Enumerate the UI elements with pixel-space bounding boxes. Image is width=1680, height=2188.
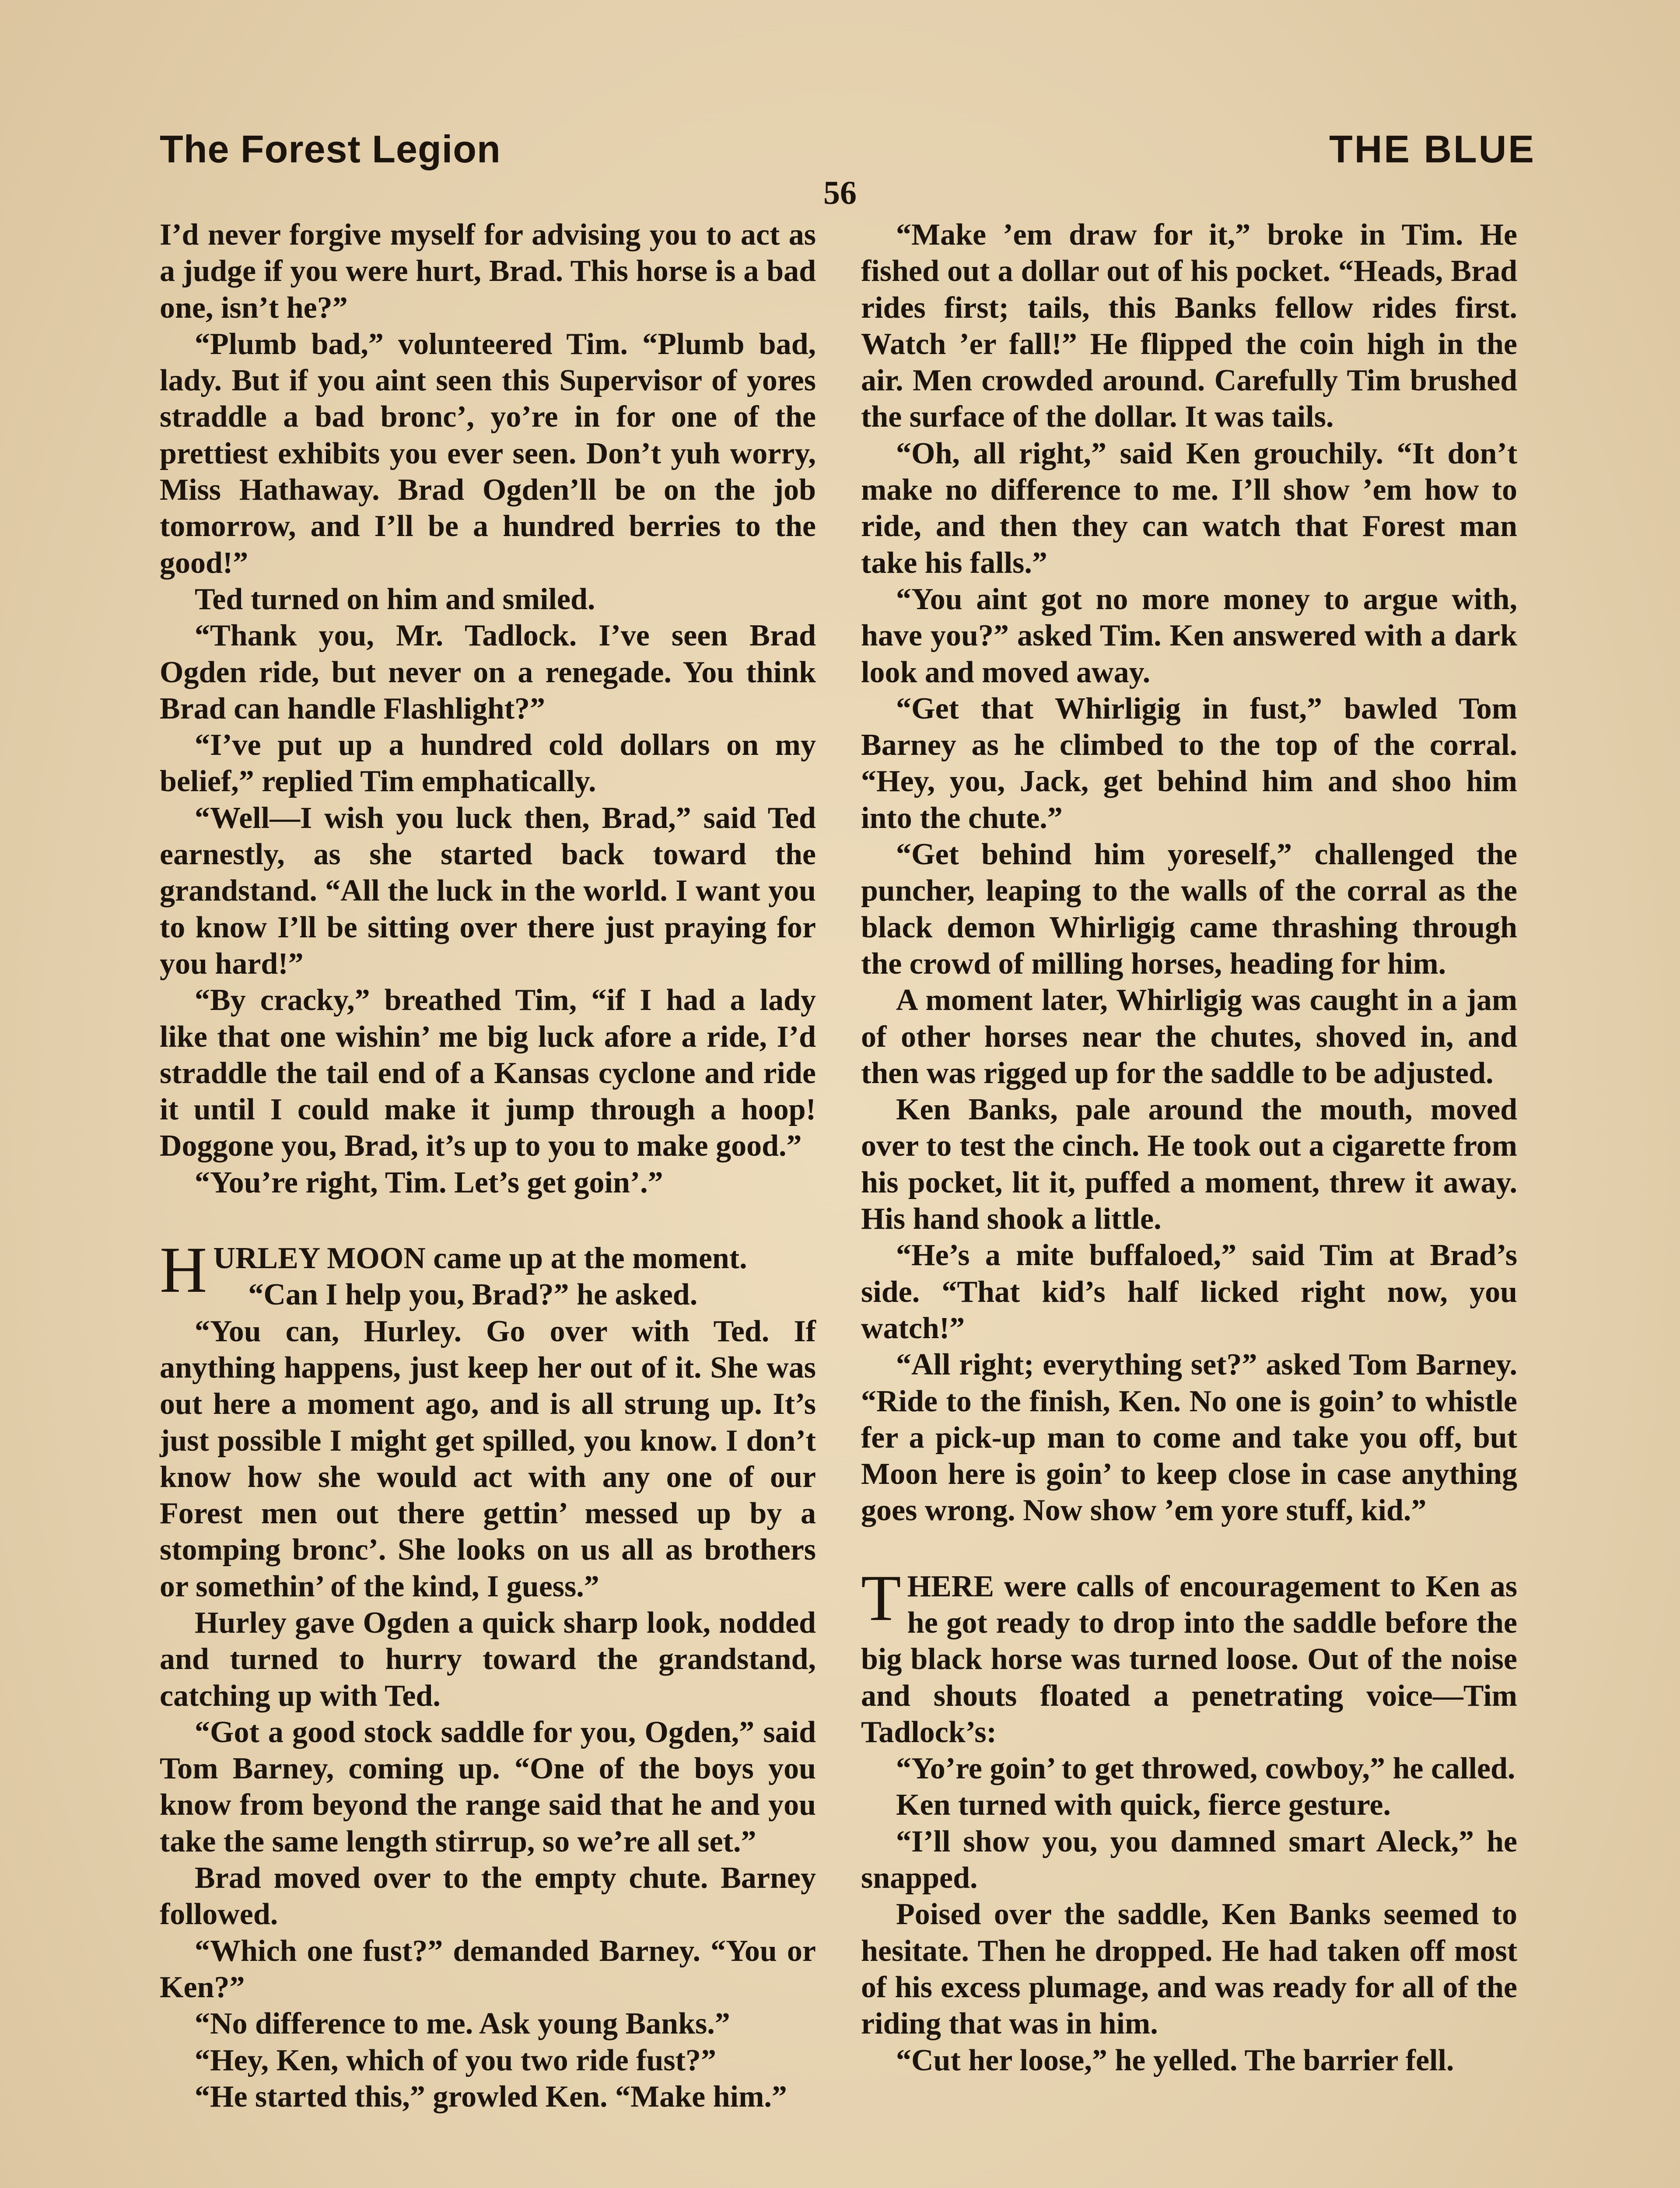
paragraph: “Get behind him yoreself,” challenged the puncher, leaping to the walls of the corral as the black demon Whirligig came thrashing through the crowd of milling horses, heading for him.: [861, 838, 1517, 981]
paragraph: Ken turned with quick, fierce gesture.: [896, 1788, 1391, 1822]
running-head-magazine: THE BLUE: [1329, 127, 1536, 171]
section-opening-text: HERE were calls of encouragement to Ken as he got ready to drop into the saddle before the big black horse was turned loose. Out of the noise and shouts floated a penetrating voice—Tim Tadlock’s:: [861, 1569, 1517, 1749]
drop-cap-letter: T: [861, 1561, 901, 1634]
paragraph: Ken Banks, pale around the mouth, moved over to test the cinch. He took out a cigarette from his pocket, lit it, puffed a moment, threw it away. His hand shook a little.: [861, 1093, 1517, 1236]
paragraph: “Plumb bad,” volunteered Tim. “Plumb bad, lady. But if you aint seen this Supervisor of yores straddle a bad bronc’, yo’re in for one of the prettiest exhibits you ever seen. Don’t yuh worry, Miss Hathaway. Brad Ogden’ll be on the job tomorrow, and I’ll be a hundred berries to the good!”: [160, 327, 816, 580]
section-opening-text: URLEY MOON came up at the moment.: [213, 1241, 747, 1276]
paragraph: “Make ’em draw for it,” broke in Tim. He fished out a dollar out of his pocket. “Heads, Brad rides first; tails, this Banks fellow rides first. Watch ’er fall!” He flipped the coin high in the air. Men crowded around. Carefully Tim brushed the surface of the dollar. It was tails.: [861, 218, 1517, 434]
drop-cap-letter: H: [160, 1234, 207, 1307]
paragraph: I’d never forgive myself for advising you to act as a judge if you were hurt, Brad. This horse is a bad one, isn’t he?”: [160, 218, 816, 325]
paragraph: “Yo’re goin’ to get throwed, cowboy,” he called.: [896, 1752, 1516, 1786]
paragraph: “He started this,” growled Ken. “Make him.”: [195, 2079, 787, 2114]
running-head-title: The Forest Legion: [160, 127, 501, 171]
paragraph: “I’ve put up a hundred cold dollars on my belief,” replied Tim emphatically.: [160, 728, 816, 799]
paragraph: “Can I help you, Brad?” he asked.: [248, 1278, 698, 1312]
paragraph: “Which one fust?” demanded Barney. “You or Ken?”: [160, 1934, 816, 2004]
paragraph: “You aint got no more money to argue with, have you?” asked Tim. Ken answered with a dark look and moved away.: [861, 582, 1517, 689]
paragraph: “Well—I wish you luck then, Brad,” said Ted earnestly, as she started back toward the grandstand. “All the luck in the world. I want you to know I’ll be sitting over there just praying for you hard!”: [160, 801, 816, 981]
paragraph: Poised over the saddle, Ken Banks seemed to hesitate. Then he dropped. He had taken off most of his excess plumage, and was ready for all of the riding that was in him.: [861, 1897, 1517, 2041]
left-column: [160, 217, 816, 2115]
section-opening-paragraph: [861, 1561, 1517, 1750]
paragraph: “Got a good stock saddle for you, Ogden,” said Tom Barney, coming up. “One of the boys you know from beyond the range said that he and you take the same length stirrup, so we’re all set.”: [160, 1715, 816, 1858]
right-column: [861, 217, 1517, 2079]
paragraph: “I’ll show you, you damned smart Aleck,” he snapped.: [861, 1824, 1517, 1895]
paragraph: Hurley gave Ogden a quick sharp look, nodded and turned to hurry toward the grandstand, catching up with Ted.: [160, 1606, 816, 1713]
paragraph: “Thank you, Mr. Tadlock. I’ve seen Brad Ogden ride, but never on a renegade. You think Brad can handle Flashlight?”: [160, 619, 816, 726]
paragraph: Brad moved over to the empty chute. Barney followed.: [160, 1861, 816, 1932]
paragraph: A moment later, Whirligig was caught in a jam of other horses near the chutes, shoved in, and then was rigged up for the saddle to be adjusted.: [861, 983, 1517, 1090]
paragraph: “No difference to me. Ask young Banks.”: [195, 2007, 730, 2041]
paragraph: “Get that Whirligig in fust,” bawled Tom Barney as he climbed to the top of the corral. “Hey, you, Jack, get behind him and shoo him into the chute.”: [861, 691, 1517, 835]
paragraph: “Hey, Ken, which of you two ride fust?”: [195, 2043, 716, 2077]
paragraph: “All right; everything set?” asked Tom Barney. “Ride to the finish, Ken. No one is goin’ to whistle fer a pick-up man to come and take you off, but Moon here is goin’ to keep close in case anything goes wrong. Now show ’em yore stuff, kid.”: [861, 1348, 1517, 1528]
paragraph: “He’s a mite buffaloed,” said Tim at Brad’s side. “That kid’s half licked right now, you watch!”: [861, 1238, 1517, 1345]
paragraph: “You can, Hurley. Go over with Ted. If anything happens, just keep her out of it. She was out here a moment ago, and is all strung up. It’s just possible I might get spilled, you know. I don’t know how she would act with any one of our Forest men out there gettin’ messed up by a stomping bronc’. She looks on us all as brothers or somethin’ of the kind, I guess.”: [160, 1314, 816, 1603]
paragraph: “You’re right, Tim. Let’s get goin’.”: [195, 1165, 663, 1199]
paragraph: Ted turned on him and smiled.: [195, 582, 595, 616]
paragraph: “Cut her loose,” he yelled. The barrier fell.: [896, 2043, 1454, 2077]
paragraph: “Oh, all right,” said Ken grouchily. “It don’t make no difference to me. I’ll show ’em how to ride, and then they can watch that Forest man take his falls.”: [861, 436, 1517, 580]
page-number: 56: [823, 175, 857, 211]
paragraph: “By cracky,” breathed Tim, “if I had a lady like that one wishin’ me big luck afore a ride, I’d straddle the tail end of a Kansas cyclone and ride it until I could make it jump through a hoop! Doggone you, Brad, it’s up to you to make good.”: [160, 983, 816, 1163]
